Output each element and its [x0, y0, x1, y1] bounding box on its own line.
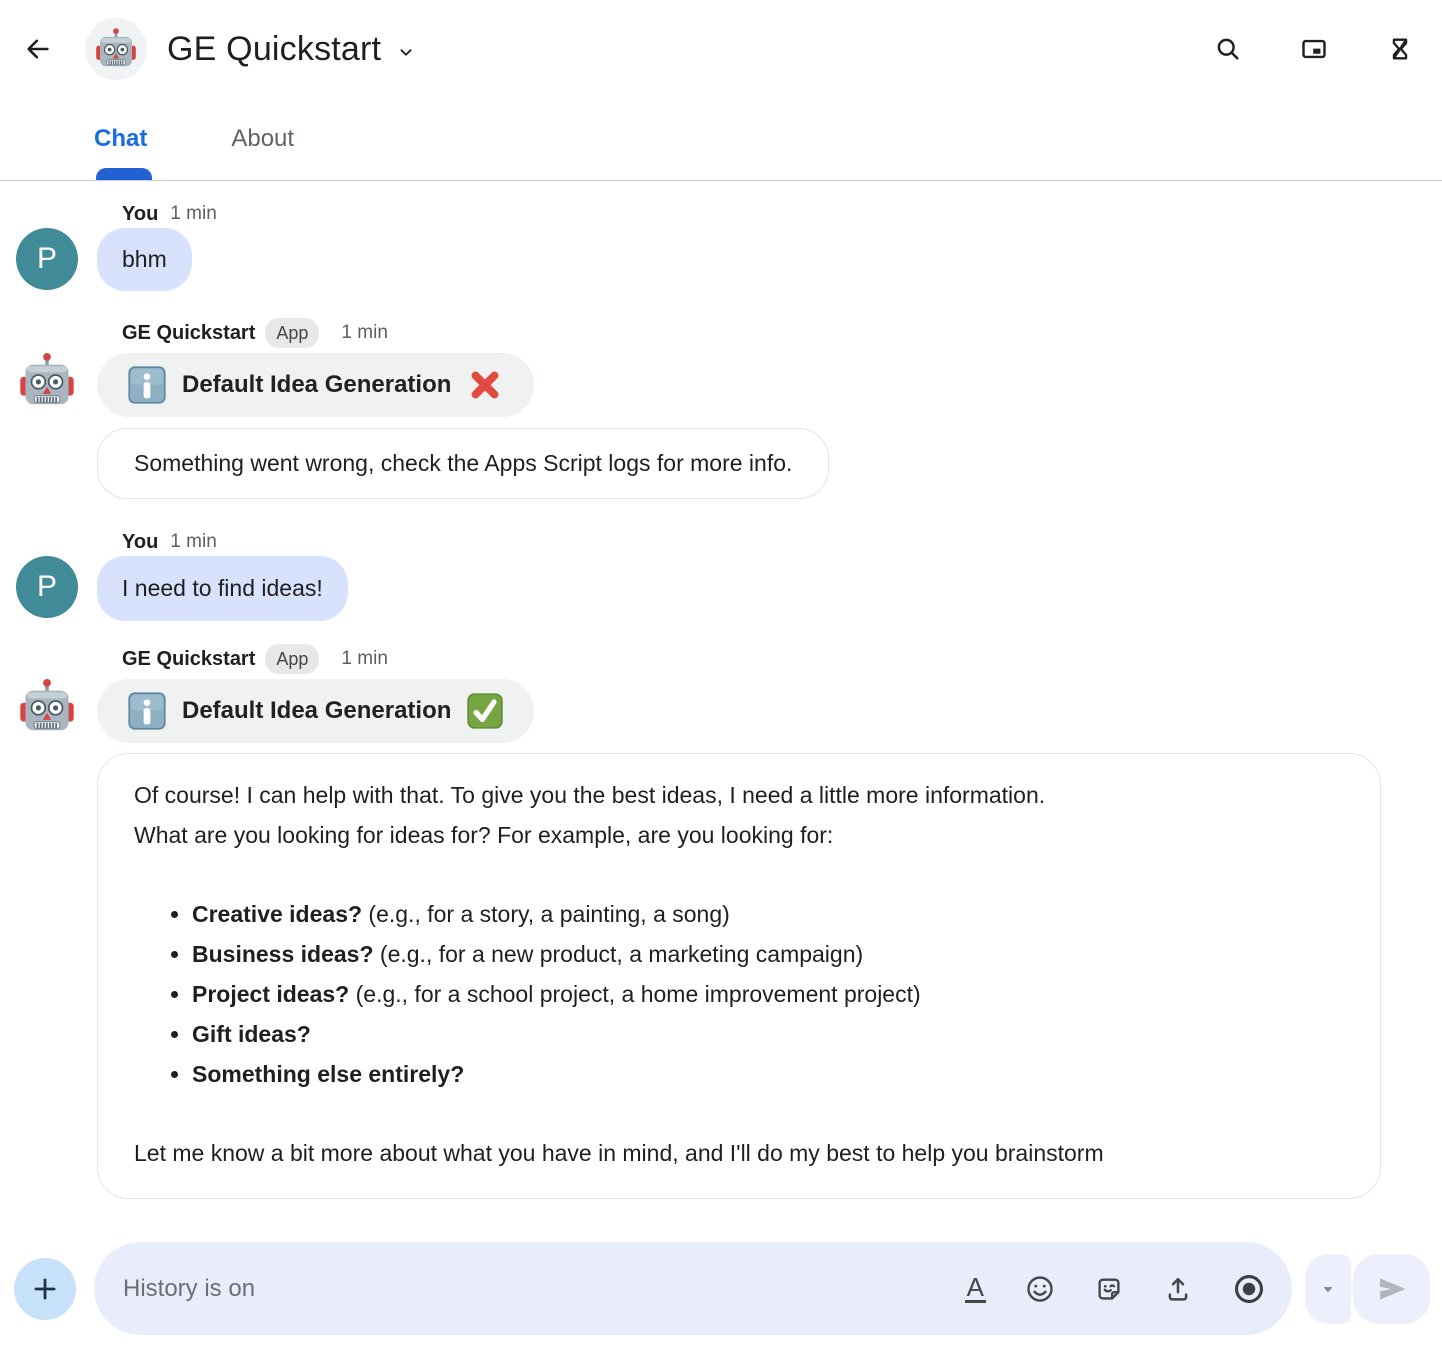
- header: [0, 0, 1442, 98]
- app-badge: App: [265, 318, 319, 348]
- page-title: GE Quickstart: [167, 29, 382, 68]
- robot-icon: [16, 676, 78, 738]
- message-bubble[interactable]: I need to find ideas!: [97, 556, 348, 621]
- open-in-pip-button[interactable]: [1300, 35, 1328, 63]
- sender-name: You: [122, 203, 159, 225]
- timestamp: 1 min: [170, 203, 217, 224]
- list-item: • Business ideas? (e.g., for a new product, a marketing campaign): [192, 934, 1344, 974]
- message-group-user: [16, 202, 1426, 291]
- sender-name: You: [122, 531, 159, 553]
- chevron-down-icon: [395, 41, 417, 63]
- search-icon: [1214, 35, 1242, 63]
- app-avatar: [85, 18, 147, 80]
- user-avatar: P: [16, 556, 78, 618]
- bot-avatar: [16, 676, 78, 738]
- header-actions: [1214, 35, 1414, 63]
- back-arrow-icon: [24, 35, 52, 63]
- bullet-list: [134, 894, 1344, 1094]
- compose-bar: [0, 1242, 1442, 1335]
- compose-actions: [965, 1272, 1266, 1306]
- message-input-container: [94, 1242, 1292, 1335]
- emoji-icon: [1025, 1274, 1055, 1304]
- picture-in-picture-icon: [1300, 35, 1328, 63]
- active-tab-indicator: [96, 168, 152, 180]
- info-icon: [127, 691, 167, 731]
- format-text-button[interactable]: [965, 1271, 986, 1303]
- send-icon: [1375, 1272, 1409, 1306]
- robot-icon: [93, 26, 139, 72]
- emoji-button[interactable]: [1025, 1274, 1055, 1304]
- back-button[interactable]: [24, 35, 52, 63]
- tab-about[interactable]: About: [231, 125, 295, 152]
- message-group-user: [16, 530, 1426, 621]
- workflow-card[interactable]: [97, 679, 534, 743]
- search-button[interactable]: [1214, 35, 1242, 63]
- format-text-icon: A: [966, 1271, 984, 1302]
- send-options-button[interactable]: [1305, 1254, 1351, 1324]
- message-bubble[interactable]: [97, 753, 1381, 1199]
- add-button[interactable]: [14, 1258, 76, 1320]
- message-input[interactable]: [123, 1275, 965, 1303]
- message-bubble[interactable]: Something went wrong, check the Apps Script logs for more info.: [97, 428, 829, 499]
- tab-bar: [0, 98, 1442, 181]
- list-item: • Creative ideas? (e.g., for a story, a painting, a song): [192, 894, 1344, 934]
- sticker-icon: [1094, 1274, 1124, 1304]
- timestamp: 1 min: [341, 322, 388, 343]
- check-mark-icon: [466, 692, 504, 730]
- send-button[interactable]: [1353, 1254, 1430, 1324]
- card-title: Default Idea Generation: [182, 371, 452, 398]
- sender-name: GE Quickstart: [122, 322, 256, 344]
- list-item: • Gift ideas?: [192, 1014, 1344, 1054]
- app-badge: App: [265, 644, 319, 674]
- message-group-app: [16, 318, 1426, 499]
- cross-mark-icon: [466, 366, 504, 404]
- conversation: [0, 181, 1442, 1199]
- title-menu-button[interactable]: [395, 41, 417, 63]
- message-meta: [122, 318, 1426, 348]
- sender-name: GE Quickstart: [122, 648, 256, 670]
- upload-icon: [1163, 1274, 1193, 1304]
- message-meta: [122, 202, 1426, 226]
- workflow-card[interactable]: [97, 353, 534, 417]
- message-text: Let me know a bit more about what you have in mind, and I'll do my best to help you brainstorm: [134, 1140, 1104, 1166]
- record-button[interactable]: [1232, 1272, 1266, 1306]
- list-item: • Project ideas? (e.g., for a school project, a home improvement project): [192, 974, 1344, 1014]
- message-bubble[interactable]: bhm: [97, 228, 192, 291]
- user-avatar: P: [16, 228, 78, 290]
- message-meta: [122, 530, 1426, 554]
- timestamp: 1 min: [341, 648, 388, 669]
- card-title: Default Idea Generation: [182, 697, 452, 724]
- list-item: • Something else entirely?: [192, 1054, 1344, 1094]
- message-text: Of course! I can help with that. To give you the best ideas, I need a little more information. What are you looking for ideas for? For example, are you looking for:: [134, 782, 1046, 848]
- caret-down-icon: [1317, 1278, 1339, 1300]
- message-group-app: [16, 644, 1426, 1199]
- upload-button[interactable]: [1163, 1274, 1193, 1304]
- sticker-button[interactable]: [1094, 1274, 1124, 1304]
- message-meta: [122, 644, 1426, 674]
- info-icon: [127, 365, 167, 405]
- tab-chat[interactable]: Chat: [94, 125, 148, 152]
- bot-avatar: [16, 350, 78, 412]
- hourglass-icon: [1386, 35, 1414, 63]
- robot-icon: [16, 350, 78, 412]
- record-icon: [1232, 1272, 1266, 1306]
- timestamp: 1 min: [170, 531, 217, 552]
- history-toggle-button[interactable]: [1386, 35, 1414, 63]
- plus-icon: [30, 1274, 60, 1304]
